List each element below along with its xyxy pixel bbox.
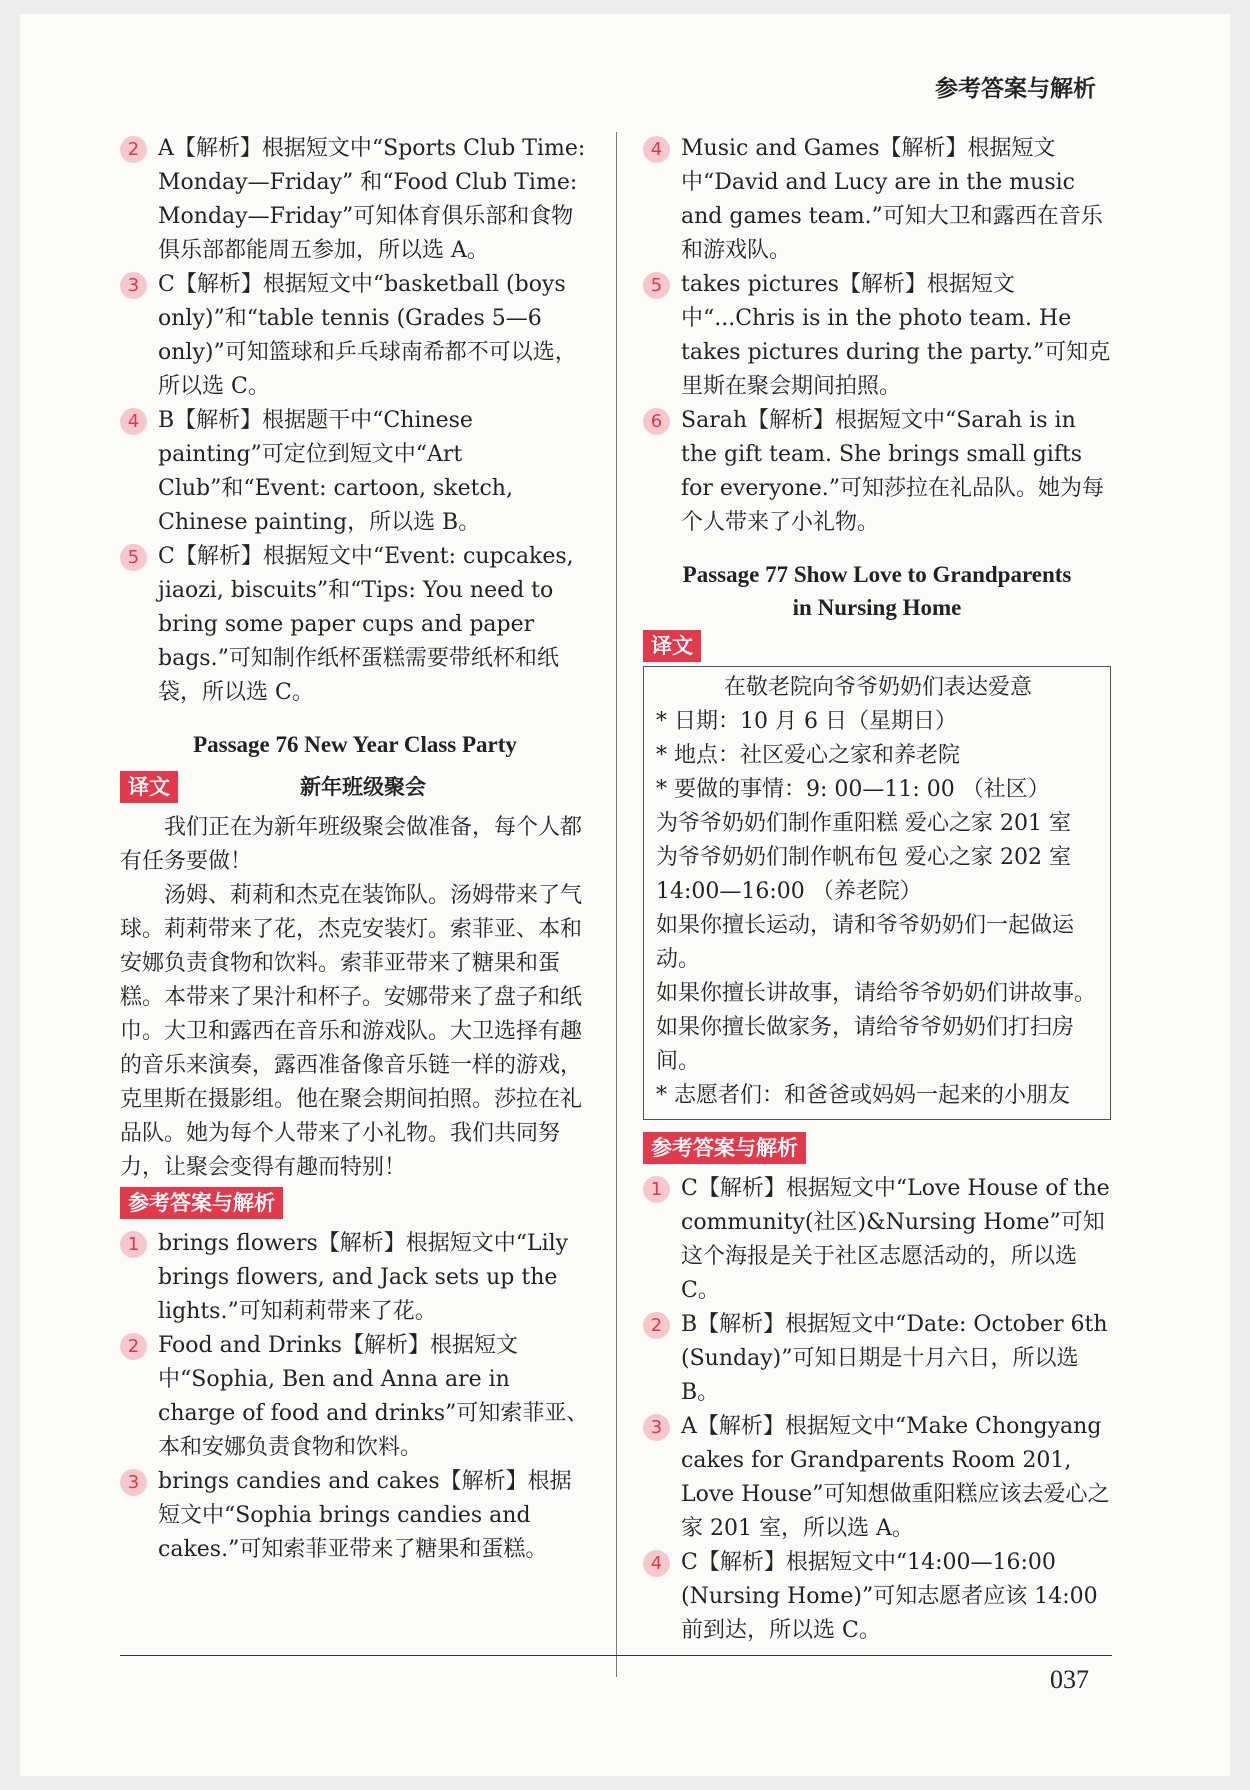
item-text: Music and Games【解析】根据短文中“David and Lucy are in the music and games team.”可知大卫和露西在音乐和游戏队。	[681, 136, 1103, 263]
item-number: 2	[120, 1333, 147, 1360]
item-text: B【解析】根据短文中“Date: October 6th (Sunday)”可知日期是十月六日，所以选 B。	[681, 1312, 1108, 1405]
answer-item	[120, 268, 590, 404]
translation-title: 新年班级聚会	[300, 775, 426, 799]
item-number: 4	[643, 136, 670, 163]
answer-item	[643, 1172, 1111, 1308]
answer-item	[643, 1546, 1111, 1648]
item-number: 2	[643, 1312, 670, 1339]
translation-header	[120, 771, 590, 805]
poster-line: * 志愿者们：和爸爸或妈妈一起来的小朋友	[656, 1083, 1070, 1108]
column-divider	[616, 132, 617, 1677]
item-number: 3	[643, 1414, 670, 1441]
poster-line: 为爷爷奶奶们制作重阳糕 爱心之家 201 室	[656, 811, 1071, 836]
poster-translation-box	[643, 666, 1111, 1120]
item-number: 2	[120, 136, 147, 163]
answer-item	[643, 1308, 1111, 1410]
header-title: 参考答案与解析	[935, 76, 1096, 102]
answers-header	[643, 1132, 1111, 1166]
poster-line: * 地点：社区爱心之家和养老院	[656, 743, 960, 768]
answer-item	[120, 1329, 590, 1465]
item-text: A【解析】根据短文中“Make Chongyang cakes for Grandparents Room 201, Love House”可知想做重阳糕应该去爱心之家 201 室，所以选 A。	[681, 1414, 1110, 1541]
item-text: Sarah【解析】根据短文中“Sarah is in the gift team. She brings small gifts for everyone.”可知莎拉在礼品队。她为每个人带来了小礼物。	[681, 408, 1104, 535]
item-text: A【解析】根据短文中“Sports Club Time: Monday—Friday” 和“Food Club Time: Monday—Friday”可知体育俱乐部和食物俱乐部都能周五参加，所以选 A。	[158, 136, 586, 263]
item-number: 4	[643, 1550, 670, 1577]
item-text: Food and Drinks【解析】根据短文中“Sophia, Ben and Anna are in charge of food and drinks”可知索菲亚、本和安娜负责食物和饮料。	[158, 1333, 589, 1460]
item-text: brings candies and cakes【解析】根据短文中“Sophia brings candies and cakes.”可知索菲亚带来了糖果和蛋糕。	[158, 1469, 572, 1562]
translation-header	[643, 630, 1111, 664]
passage-title	[643, 558, 1111, 624]
poster-title: 在敬老院向爷爷奶奶们表达爱意	[723, 675, 1032, 700]
item-number: 5	[643, 272, 670, 299]
item-text: brings flowers【解析】根据短文中“Lily brings flowers, and Jack sets up the lights.”可知莉莉带来了花。	[158, 1231, 569, 1324]
answer-item	[643, 1410, 1111, 1546]
poster-line: * 要做的事情：9: 00—11: 00 （社区）	[656, 777, 1050, 802]
answer-item	[120, 1465, 590, 1567]
item-number: 1	[643, 1176, 670, 1203]
answers-label: 参考答案与解析	[120, 1187, 283, 1219]
item-text: C【解析】根据短文中“14:00—16:00 (Nursing Home)”可知志愿者应该 14:00 前到达，所以选 C。	[681, 1550, 1098, 1643]
poster-line: 如果你擅长运动，请和爷爷奶奶们一起做运动。	[656, 913, 1075, 972]
left-column	[120, 132, 590, 1567]
item-number: 6	[643, 408, 670, 435]
poster-line: 如果你擅长讲故事，请给爷爷奶奶们讲故事。	[656, 981, 1097, 1006]
poster-line: 14:00—16:00 （养老院）	[656, 879, 922, 904]
answers-label: 参考答案与解析	[643, 1132, 806, 1164]
item-text: takes pictures【解析】根据短文中“...Chris is in the photo team. He takes pictures during the party.”可知克里斯在聚会期间拍照。	[681, 272, 1111, 399]
answers-header	[120, 1187, 590, 1221]
answer-item	[120, 540, 590, 710]
answer-item	[120, 132, 590, 268]
item-text: C【解析】根据短文中“Love House of the community(社区)&Nursing Home”可知这个海报是关于社区志愿活动的，所以选 C。	[681, 1176, 1110, 1303]
right-column	[643, 132, 1111, 1648]
answer-item	[643, 132, 1111, 268]
poster-line: 如果你擅长做家务，请给爷爷奶奶们打扫房间。	[656, 1015, 1075, 1074]
page-number: 037	[1050, 1665, 1089, 1694]
passage-title: Passage 76 New Year Class Party	[193, 732, 517, 757]
item-number: 5	[120, 544, 147, 571]
answer-item	[643, 404, 1111, 540]
item-text: C【解析】根据短文中“Event: cupcakes, jiaozi, biscuits”和“Tips: You need to bring some paper cups and paper bags.”可知制作纸杯蛋糕需要带纸杯和纸袋，所以选 C。	[158, 544, 574, 705]
translation-paragraph: 汤姆、莉莉和杰克在装饰队。汤姆带来了气球。莉莉带来了花，杰克安装灯。索菲亚、本和安娜负责食物和饮料。索菲亚带来了糖果和蛋糕。本带来了果汁和杯子。安娜带来了盘子和纸巾。大卫和露西在音乐和游戏队。大卫选择有趣的音乐来演奏，露西准备像音乐链一样的游戏，克里斯在摄影组。他在聚会期间拍照。莎拉在礼品队。她为每个人带来了小礼物。我们共同努力，让聚会变得有趣而特别！	[120, 883, 583, 1180]
item-number: 3	[120, 1469, 147, 1496]
passage-title-line: Passage 77 Show Love to Grandparents	[682, 562, 1072, 587]
translation-label: 译文	[120, 771, 178, 803]
item-number: 4	[120, 408, 147, 435]
answer-item	[643, 268, 1111, 404]
passage-title-line: in Nursing Home	[792, 595, 962, 620]
item-number: 3	[120, 272, 147, 299]
translation-paragraph: 我们正在为新年班级聚会做准备，每个人都有任务要做！	[120, 815, 583, 874]
translation-label: 译文	[643, 630, 701, 662]
answer-item	[120, 404, 590, 540]
answer-item	[120, 1227, 590, 1329]
footer-rule	[120, 1655, 1112, 1656]
item-text: B【解析】根据题干中“Chinese painting”可定位到短文中“Art Club”和“Event: cartoon, sketch, Chinese painting，所以选 B。	[158, 408, 513, 535]
poster-line: 为爷爷奶奶们制作帆布包 爱心之家 202 室	[656, 845, 1071, 870]
poster-line: * 日期：10 月 6 日（星期日）	[656, 709, 957, 734]
item-number: 1	[120, 1231, 147, 1258]
item-text: C【解析】根据短文中“basketball (boys only)”和“table tennis (Grades 5—6 only)”可知篮球和乒乓球南希都不可以选，所以选 C。	[158, 272, 577, 399]
